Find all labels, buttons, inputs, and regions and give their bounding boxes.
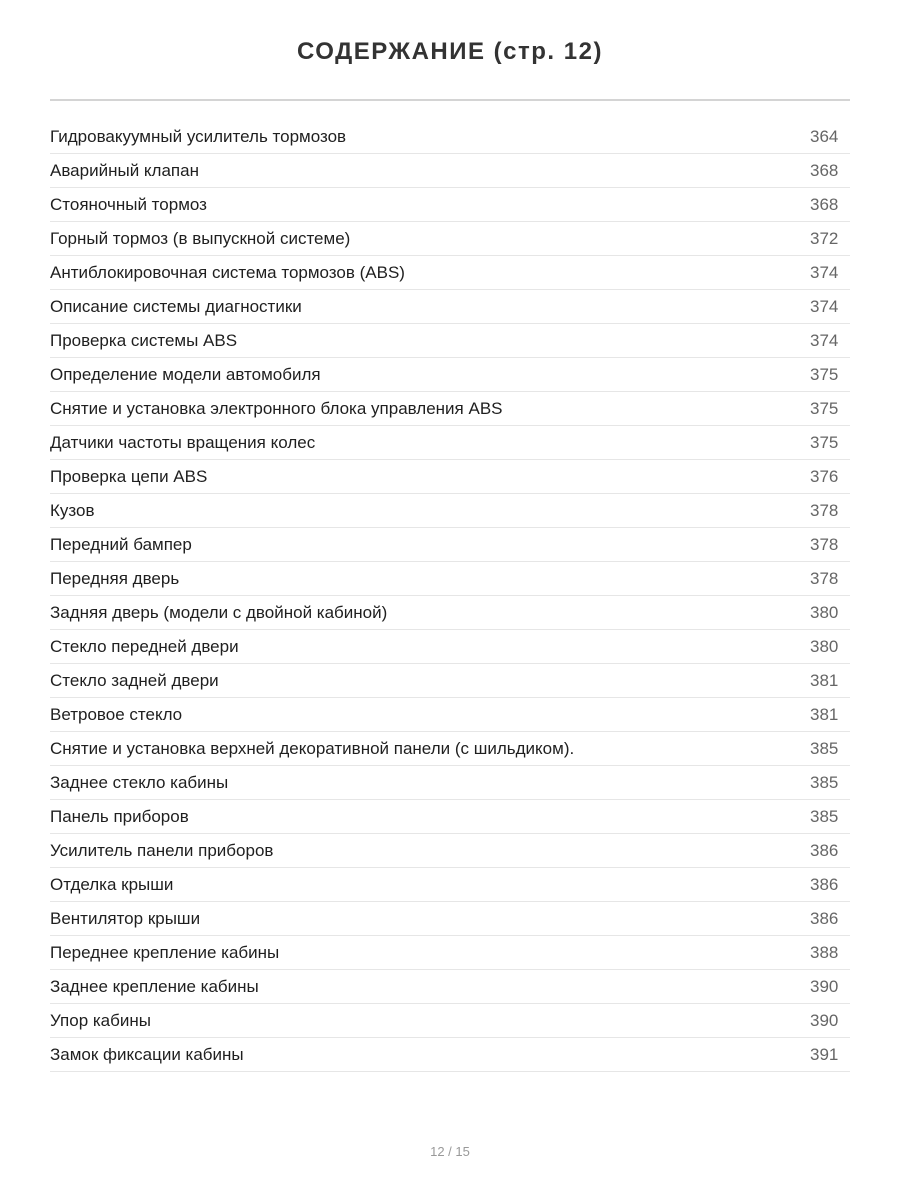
toc-entry-page: 368: [810, 160, 839, 180]
toc-entry-title[interactable]: Снятие и установка электронного блока управления ABS: [50, 398, 503, 418]
toc-entry-title[interactable]: Вентилятор крыши: [50, 908, 201, 928]
toc-entry[interactable]: [50, 1004, 850, 1038]
toc-entry[interactable]: [50, 460, 850, 494]
toc-entry-page: 386: [810, 908, 839, 928]
toc-entry[interactable]: [50, 902, 850, 936]
toc-entry[interactable]: [50, 324, 850, 358]
toc-entry[interactable]: [50, 1038, 850, 1072]
toc-entry-title[interactable]: Панель приборов: [50, 806, 189, 826]
toc-entry[interactable]: [50, 290, 850, 324]
toc-entry-title[interactable]: Снятие и установка верхней декоративной панели (с шильдиком).: [50, 738, 575, 758]
toc-entry[interactable]: [50, 596, 850, 630]
toc-entry-title[interactable]: Стояночный тормоз: [50, 194, 207, 214]
toc-entry-title[interactable]: Отделка крыши: [50, 874, 174, 894]
toc-entry-title[interactable]: Антиблокировочная система тормозов (ABS): [50, 262, 405, 282]
toc-entry[interactable]: [50, 766, 850, 800]
toc-entry-page: 381: [810, 704, 839, 724]
toc-entry-page: 385: [810, 772, 839, 792]
toc-entry-page: 380: [810, 602, 839, 622]
toc-entry-title[interactable]: Гидровакуумный усилитель тормозов: [50, 126, 347, 146]
toc-entry-title[interactable]: Заднее крепление кабины: [50, 976, 259, 996]
toc-entry[interactable]: [50, 970, 850, 1004]
toc-entry-title[interactable]: Стекло передней двери: [50, 636, 239, 656]
toc-entry[interactable]: [50, 494, 850, 528]
toc-entry[interactable]: [50, 698, 850, 732]
toc-entry-page: 386: [810, 840, 839, 860]
toc-entry[interactable]: [50, 868, 850, 902]
toc-entry-page: 374: [810, 296, 839, 316]
toc-entry-title[interactable]: Аварийный клапан: [50, 160, 199, 180]
toc-entry-title[interactable]: Датчики частоты вращения колес: [50, 432, 316, 452]
toc-entry-title[interactable]: Заднее стекло кабины: [50, 772, 229, 792]
title-divider: [50, 99, 850, 101]
toc-entry-page: 378: [810, 534, 839, 554]
toc-entry-page: 374: [810, 330, 839, 350]
toc-entry-title[interactable]: Усилитель панели приборов: [50, 840, 274, 860]
toc-entry-title[interactable]: Передний бампер: [50, 534, 192, 554]
toc-entry-title[interactable]: Передняя дверь: [50, 568, 180, 588]
toc-entry-page: 375: [810, 364, 839, 384]
toc-entry[interactable]: [50, 664, 850, 698]
toc-entry[interactable]: [50, 630, 850, 664]
toc-entry-page: 375: [810, 432, 839, 452]
toc-entry[interactable]: [50, 120, 850, 154]
page-title: СОДЕРЖАНИЕ (стр. 12): [297, 38, 603, 65]
toc-entry-page: 386: [810, 874, 839, 894]
toc-entry[interactable]: [50, 732, 850, 766]
toc-entry-title[interactable]: Кузов: [50, 500, 95, 520]
toc-entry-page: 380: [810, 636, 839, 656]
page-indicator: 12 / 15: [430, 1144, 470, 1159]
toc-entry-title[interactable]: Замок фиксации кабины: [50, 1044, 244, 1064]
toc-entry[interactable]: [50, 256, 850, 290]
toc-entry[interactable]: [50, 528, 850, 562]
toc-entry-page: 390: [810, 976, 839, 996]
toc-entry-title[interactable]: Проверка цепи ABS: [50, 466, 208, 486]
toc-entry-page: 368: [810, 194, 839, 214]
toc-entry-page: 385: [810, 738, 839, 758]
toc-entry-title[interactable]: Определение модели автомобиля: [50, 364, 321, 384]
toc-entry-page: 390: [810, 1010, 839, 1030]
toc-entry-title[interactable]: Стекло задней двери: [50, 670, 219, 690]
toc-entry-page: 376: [810, 466, 839, 486]
toc-entry-title[interactable]: Задняя дверь (модели с двойной кабиной): [50, 602, 388, 622]
toc-entry[interactable]: [50, 936, 850, 970]
toc-entry-title[interactable]: Ветровое стекло: [50, 704, 183, 724]
toc-entry[interactable]: [50, 426, 850, 460]
toc-entry[interactable]: [50, 154, 850, 188]
toc-entry[interactable]: [50, 188, 850, 222]
toc-entry-page: 385: [810, 806, 839, 826]
toc-entry-title[interactable]: Проверка системы ABS: [50, 330, 238, 350]
toc-entry-title[interactable]: Описание системы диагностики: [50, 296, 302, 316]
toc-entry[interactable]: [50, 562, 850, 596]
toc-entry[interactable]: [50, 834, 850, 868]
toc-entry-page: 388: [810, 942, 839, 962]
toc-entry-page: 372: [810, 228, 839, 248]
toc-entry[interactable]: [50, 222, 850, 256]
toc-entry-title[interactable]: Горный тормоз (в выпускной системе): [50, 228, 351, 248]
toc-entry-page: 378: [810, 500, 839, 520]
toc-entry[interactable]: [50, 358, 850, 392]
toc-entry-page: 374: [810, 262, 839, 282]
toc-entry[interactable]: [50, 800, 850, 834]
toc-entry-title[interactable]: Переднее крепление кабины: [50, 942, 280, 962]
toc-entry-page: 378: [810, 568, 839, 588]
toc-entry-page: 364: [810, 126, 839, 146]
table-of-contents: [50, 120, 850, 1072]
toc-entry[interactable]: [50, 392, 850, 426]
toc-entry-title[interactable]: Упор кабины: [50, 1010, 151, 1030]
toc-entry-page: 375: [810, 398, 839, 418]
toc-entry-page: 391: [810, 1044, 839, 1064]
toc-entry-page: 381: [810, 670, 839, 690]
